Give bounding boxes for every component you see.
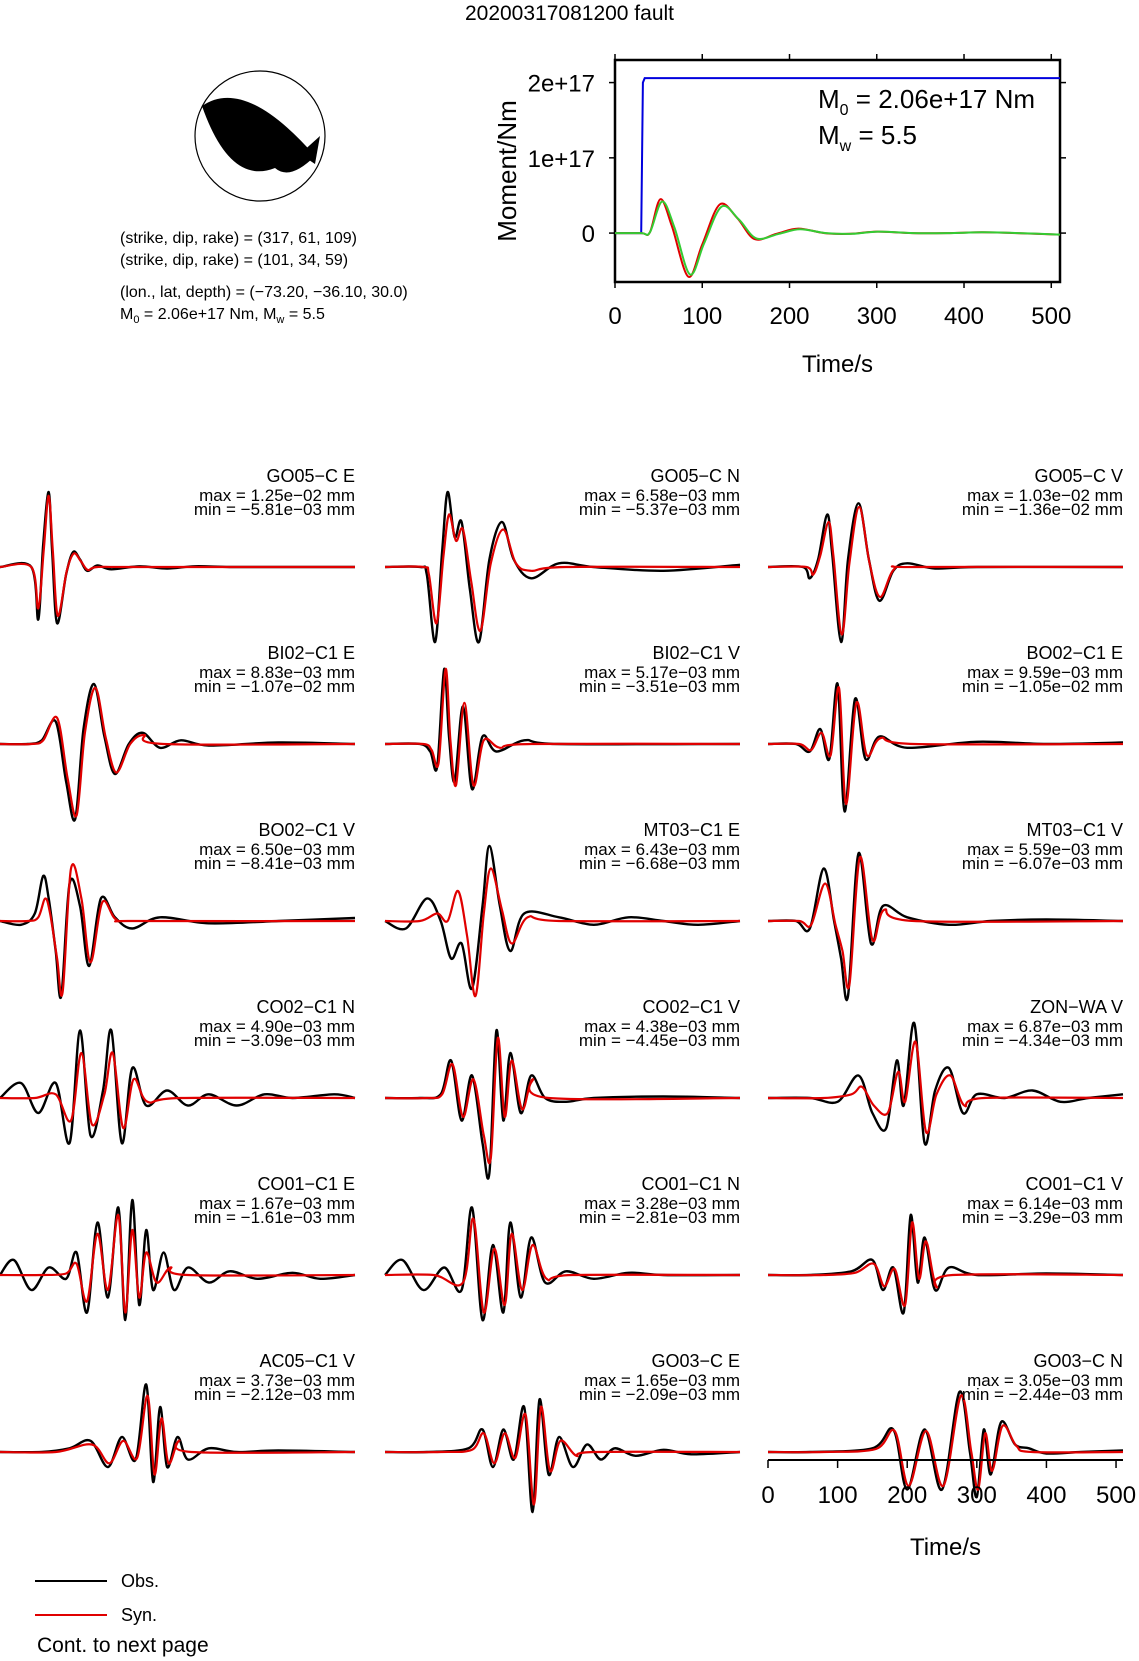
legend-obs (35, 1566, 159, 1596)
page-title (0, 2, 1139, 26)
legend-syn-swatch (35, 1614, 107, 1616)
min-label: min = −2.09e−03 mm (578, 1385, 740, 1404)
moment-xtick-label: 500 (1031, 303, 1072, 330)
legend-syn (35, 1600, 159, 1630)
station-label: GO05−C E (266, 466, 355, 486)
max-label: max = 6.58e−03 mm (584, 486, 740, 505)
synthetic-trace (768, 1222, 1123, 1306)
station-label: CO01−C1 N (641, 1174, 740, 1194)
legend (35, 1566, 159, 1630)
waveform-panel (0, 820, 355, 998)
min-label: min = −8.41e−03 mm (193, 854, 355, 873)
min-label: min = −4.45e−03 mm (578, 1031, 740, 1050)
waveform-panel (768, 997, 1123, 1145)
max-label: max = 3.05e−03 mm (967, 1371, 1123, 1390)
waveform-panel (768, 466, 1123, 642)
station-label: CO01−C1 E (257, 1174, 355, 1194)
waveform-panel (0, 466, 355, 624)
observed-trace (0, 684, 355, 821)
moment-xtick-label: 300 (856, 303, 897, 330)
observed-trace (768, 1215, 1123, 1314)
legend-syn-label: Syn. (121, 1604, 158, 1625)
synthetic-trace (385, 1219, 740, 1313)
synthetic-trace (0, 1396, 355, 1475)
min-label: min = −3.09e−03 mm (193, 1031, 355, 1050)
max-label: max = 1.25e−02 mm (199, 486, 355, 505)
waveform-panel (768, 820, 1123, 1000)
waveform-panel (0, 1174, 355, 1320)
station-label: CO02−C1 N (256, 997, 355, 1017)
min-label: min = −6.68e−03 mm (578, 854, 740, 873)
station-label: MT03−C1 E (643, 820, 740, 840)
max-label: max = 6.87e−03 mm (967, 1017, 1123, 1036)
waveform-panel (385, 1174, 740, 1320)
waveform-xtick-label: 100 (817, 1482, 858, 1509)
waveform-panel (768, 643, 1123, 812)
station-label: BO02−C1 E (1026, 643, 1123, 663)
min-label: min = −1.36e−02 mm (961, 500, 1123, 519)
station-label: MT03−C1 V (1026, 820, 1123, 840)
min-label: min = −3.51e−03 mm (578, 677, 740, 696)
synthetic-trace (385, 514, 740, 631)
min-label: min = −1.07e−02 mm (193, 677, 355, 696)
station-label: GO05−C N (650, 466, 740, 486)
waveform-panel (768, 1174, 1123, 1314)
min-label: min = −6.07e−03 mm (961, 854, 1123, 873)
station-label: BO02−C1 V (258, 820, 355, 840)
mechanism-location: (lon., lat, depth) = (−73.20, −36.10, 30.0) (120, 284, 408, 301)
max-label: max = 4.90e−03 mm (199, 1017, 355, 1036)
synthetic-trace (385, 1407, 740, 1505)
moment-xtick-label: 400 (943, 303, 985, 330)
observed-trace (385, 1399, 740, 1512)
waveform-xtick-label: 400 (1026, 1482, 1067, 1509)
max-label: max = 1.65e−03 mm (584, 1371, 740, 1390)
min-label: min = −5.37e−03 mm (578, 500, 740, 519)
min-label: min = −4.34e−03 mm (961, 1031, 1123, 1050)
waveform-panel (768, 1351, 1123, 1497)
max-label: max = 3.73e−03 mm (199, 1371, 355, 1390)
observed-trace (385, 1030, 740, 1179)
waveform-xtick-label: 0 (761, 1482, 775, 1509)
moment-ytick-label: 2e+17 (527, 70, 595, 98)
synthetic-trace (0, 864, 355, 996)
waveform-panel (385, 997, 740, 1179)
synthetic-trace (385, 1038, 740, 1164)
page-title-text: 20200317081200 fault (464, 2, 675, 25)
waveform-grid (0, 460, 1139, 1560)
observed-trace (768, 503, 1123, 642)
synthetic-trace (0, 1215, 355, 1313)
max-label: max = 8.83e−03 mm (199, 663, 355, 682)
svg-text:M0 = 2.06e+17 Nm: $M_0 = 2.06e+17$ Nm (818, 84, 1036, 119)
legend-obs-swatch (35, 1580, 107, 1582)
moment-chart (480, 40, 1120, 400)
mechanism-info (120, 228, 408, 331)
max-label: max = 6.14e−03 mm (967, 1194, 1123, 1213)
waveform-xtick-label: 200 (887, 1482, 928, 1509)
synthetic-trace (0, 688, 355, 817)
min-label: min = −3.29e−03 mm (961, 1208, 1123, 1227)
station-label: GO03−C N (1033, 1351, 1123, 1371)
waveform-panel (0, 997, 355, 1144)
moment-xtick-label: 100 (682, 303, 723, 330)
moment-ylabel: Moment/Nm (492, 100, 522, 242)
waveform-panel (0, 1351, 355, 1482)
observed-trace (768, 853, 1123, 1000)
max-label: max = 4.38e−03 mm (584, 1017, 740, 1036)
waveform-panel (385, 466, 740, 642)
station-label: ZON−WA V (1030, 997, 1123, 1017)
waveform-xtick-label: 300 (956, 1482, 997, 1509)
max-label: max = 1.67e−03 mm (199, 1194, 355, 1213)
min-label: min = −1.61e−03 mm (193, 1208, 355, 1227)
max-label: max = 5.17e−03 mm (584, 663, 740, 682)
min-label: min = −1.05e−02 mm (961, 677, 1123, 696)
min-label: min = −5.81e−03 mm (193, 500, 355, 519)
max-label: max = 9.59e−03 mm (967, 663, 1123, 682)
moment-label (818, 84, 1035, 155)
moment-xtick-label: 0 (608, 303, 622, 330)
waveform-panel (385, 1351, 740, 1512)
moment-ytick-label: 0 (581, 221, 595, 249)
legend-obs-label: Obs. (121, 1570, 160, 1591)
waveform-panel (385, 643, 740, 789)
station-label: BI02−C1 E (267, 643, 355, 663)
waveform-xlabel: Time/s (909, 1534, 982, 1560)
max-label: max = 5.59e−03 mm (967, 840, 1123, 859)
moment-ytick-label: 1e+17 (527, 145, 595, 173)
max-label: max = 1.03e−02 mm (967, 486, 1123, 505)
max-label: max = 6.43e−03 mm (584, 840, 740, 859)
synthetic-trace (768, 507, 1123, 635)
min-label: min = −2.81e−03 mm (578, 1208, 740, 1227)
synthetic-trace (768, 1042, 1123, 1134)
station-label: AC05−C1 V (259, 1351, 355, 1371)
station-label: GO05−C V (1034, 466, 1123, 486)
synthetic-trace (0, 1052, 355, 1128)
station-label: CO01−C1 V (1025, 1174, 1123, 1194)
waveform-xtick-label: 500 (1096, 1482, 1137, 1509)
waveform-panel (385, 820, 740, 996)
min-label: min = −2.44e−03 mm (961, 1385, 1123, 1404)
mechanism-moment: $M_0 = 2.06e+17$ Nm, $M_w = 5.5$ (120, 306, 325, 327)
mechanism-plane-1: (strike, dip, rake) = (317, 61, 109) (120, 230, 357, 247)
max-label: max = 6.50e−03 mm (199, 840, 355, 859)
moment-series-1 (615, 199, 1060, 277)
synthetic-trace (385, 868, 740, 996)
waveform-panel (0, 643, 355, 821)
max-label: max = 3.28e−03 mm (584, 1194, 740, 1213)
moment-xlabel: Time/s (801, 351, 874, 378)
beachball (190, 66, 330, 206)
svg-text:Mw = 5.5: $M_w = 5.5$ (818, 120, 918, 155)
station-label: GO03−C E (651, 1351, 740, 1371)
mechanism-plane-2: (strike, dip, rake) = (101, 34, 59) (120, 252, 349, 269)
station-label: CO02−C1 V (642, 997, 740, 1017)
min-label: min = −2.12e−03 mm (193, 1385, 355, 1404)
station-label: BI02−C1 V (652, 643, 740, 663)
continue-note: Cont. to next page (37, 1634, 209, 1657)
observed-trace (768, 683, 1123, 811)
moment-xtick-label: 200 (769, 303, 810, 330)
